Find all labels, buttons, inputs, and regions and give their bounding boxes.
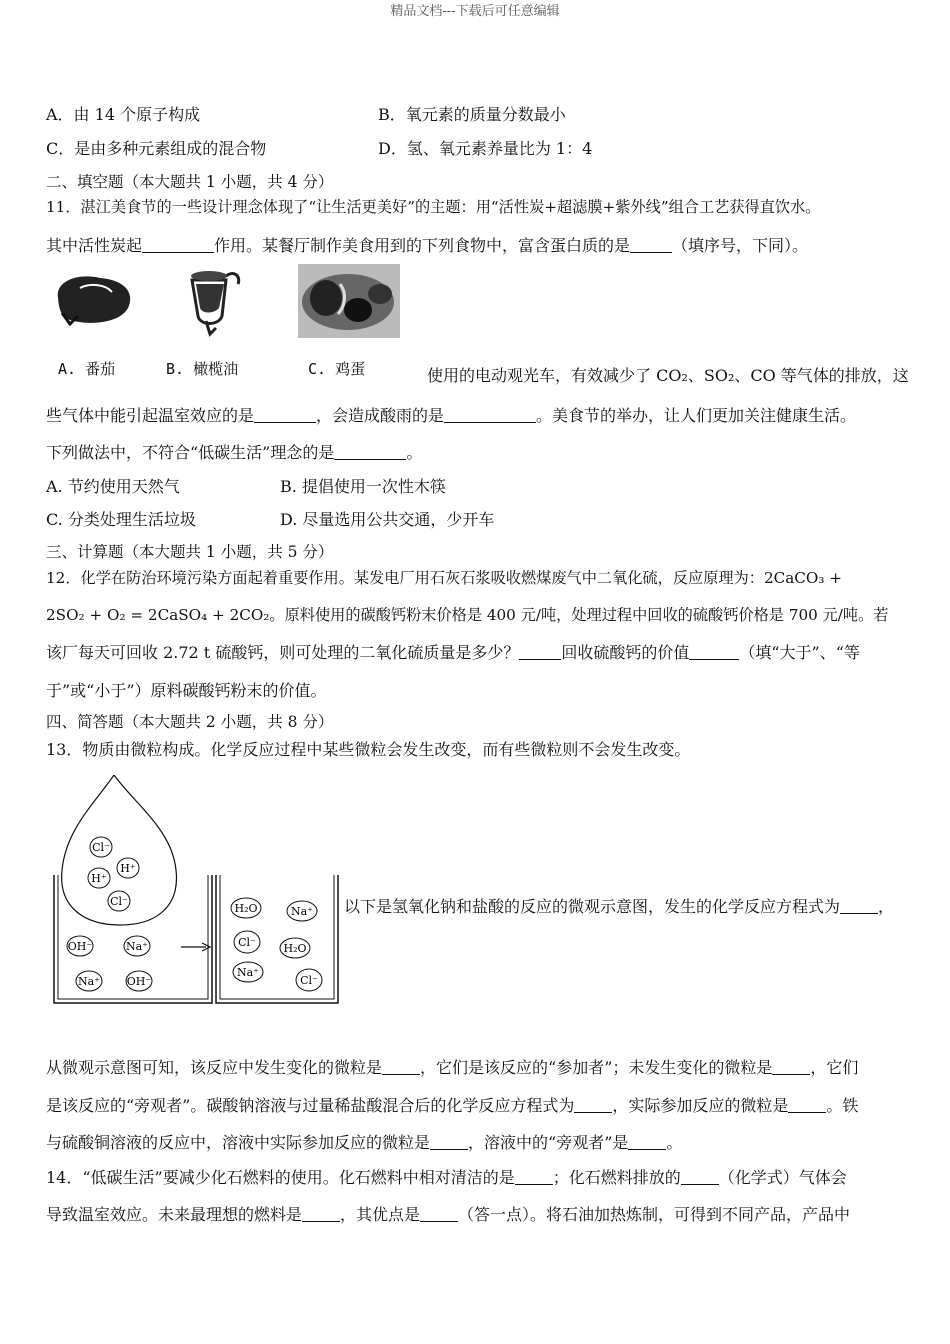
q11-option-d: D. 尽量选用公共交通，少开车 [280, 510, 495, 529]
q13-line3: 从微观示意图可知，该反应中发生变化的微粒是 ，它们是该反应的“参加者”；未发生变化的微粒是 ，它们 [46, 1058, 859, 1077]
blank [519, 643, 561, 660]
blank [334, 443, 406, 460]
particle-label: OH⁻ [126, 975, 152, 988]
q11-option-c: C. 分类处理生活垃圾 [46, 510, 196, 529]
blank [689, 643, 739, 660]
q11-line1: 11．湛江美食节的一些设计理念体现了“让生活更美好”的主题：用“活性炭+超滤膜+紫外线”组合工艺获得直饮水。 [46, 198, 821, 216]
particle-label: Na⁺ [291, 905, 313, 918]
blank [681, 1168, 719, 1185]
particle-label: Cl⁻ [238, 936, 256, 949]
q14-line1: 14．“低碳生活”要减少化石燃料的使用。化石燃料中相对清洁的是 ；化石燃料排放的 （化学式）气体会 [46, 1168, 847, 1187]
blank [444, 406, 536, 423]
food-label-c: C. 鸡蛋 [308, 360, 366, 378]
q12-line3: 该厂每天可回收 2.72 t 硫酸钙，则可处理的二氧化硫质量是多少？ 回收硫酸钙的价值 （填“大于”、“等 [46, 643, 860, 662]
blank [302, 1205, 340, 1222]
blank [382, 1058, 420, 1075]
blank [840, 897, 878, 914]
blank [420, 1205, 458, 1222]
blank [630, 236, 672, 253]
q13-line1: 13．物质由微粒构成。化学反应过程中某些微粒会发生改变，而有些微粒则不会发生改变。 [46, 740, 691, 759]
blank [142, 236, 214, 253]
page-header: 精品文档---下载后可任意编辑 [390, 4, 560, 19]
particle-label: H⁺ [120, 862, 136, 875]
section-title-calculation: 三、计算题（本大题共 1 小题，共 5 分） [46, 543, 334, 561]
particle-label: Na⁺ [78, 975, 100, 988]
particle-label: H⁺ [91, 872, 107, 885]
option-b: B．氧元素的质量分数最小 [378, 105, 566, 124]
q11-line5: 下列做法中，不符合“低碳生活”理念的是 。 [46, 443, 423, 462]
q12-line4: 于”或“小于”）原料碳酸钙粉末的价值。 [46, 681, 327, 700]
q12-line2: 2SO₂ + O₂ = 2CaSO₄ + 2CO₂。原料使用的碳酸钙粉末价格是 400 元/吨，处理过程中回收的硫酸钙价格是 700 元/吨。若 [46, 606, 889, 624]
q11-line2: 其中活性炭起 作用。某餐厅制作美食用到的下列食物中，富含蛋白质的是 （填序号，下同）。 [46, 236, 809, 255]
blank [788, 1096, 826, 1113]
section-title-short-answer: 四、简答题（本大题共 2 小题，共 8 分） [46, 713, 334, 731]
q13-line2: 以下是氢氧化钠和盐酸的反应的微观示意图，发生的化学反应方程式为 ， [344, 897, 895, 916]
food-label-b: B. 橄榄油 [166, 360, 239, 378]
option-d: D．氢、氧元素养量比为 1：4 [378, 139, 593, 158]
q13-line4: 是该反应的“旁观者”。碳酸钠溶液与过量稀盐酸混合后的化学反应方程式为 ，实际参加反应的微粒是 。铁 [46, 1096, 859, 1115]
blank [574, 1096, 612, 1113]
q12-line1: 12．化学在防治环境污染方面起着重要作用。某发电厂用石灰石浆吸收燃煤废气中二氧化硫，反应原理为：2CaCO₃ + [46, 569, 843, 587]
particle-label: Na⁺ [237, 966, 259, 979]
blank [430, 1133, 468, 1150]
particle-label: Na⁺ [126, 940, 148, 953]
option-a: A．由 14 个原子构成 [46, 105, 201, 124]
egg-image [298, 264, 400, 338]
blank [515, 1168, 553, 1185]
reaction-micro-diagram [48, 775, 348, 1010]
q14-line2: 导致温室效应。未来最理想的燃料是 ，其优点是 （答一点）。将石油加热炼制，可得到不同产品，产品中 [46, 1205, 851, 1224]
blank [254, 406, 316, 423]
particle-label: H₂O [234, 902, 258, 915]
q11-option-a: A. 节约使用天然气 [46, 477, 180, 496]
q11-line4: 些气体中能引起温室效应的是 ，会造成酸雨的是 。美食节的举办，让人们更加关注健康生活。 [46, 406, 857, 425]
particle-label: Cl⁻ [300, 974, 318, 987]
particle-label: Cl⁻ [92, 841, 110, 854]
particle-label: H₂O [283, 942, 307, 955]
q11-line3: 使用的电动观光车，有效减少了 CO₂、SO₂、CO 等气体的排放，这 [427, 366, 909, 385]
food-label-a: A. 番茄 [58, 360, 116, 378]
q13-line5: 与硫酸铜溶液的反应中，溶液中实际参加反应的微粒是 ，溶液中的“旁观者”是 。 [46, 1133, 683, 1152]
option-c: C．是由多种元素组成的混合物 [46, 139, 267, 158]
blank [628, 1133, 666, 1150]
section-title-fill-blank: 二、填空题（本大题共 1 小题，共 4 分） [46, 173, 334, 191]
blank [772, 1058, 810, 1075]
particle-label: OH⁻ [67, 940, 93, 953]
tomato-image [50, 268, 135, 328]
q11-option-b: B. 提倡使用一次性木筷 [280, 477, 446, 496]
olive-oil-image [186, 266, 246, 338]
particle-label: Cl⁻ [110, 895, 128, 908]
